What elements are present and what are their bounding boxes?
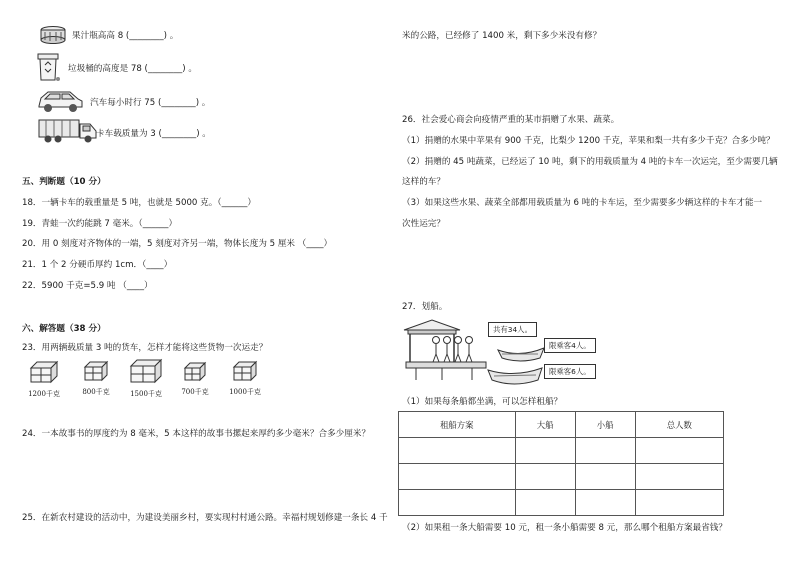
cargo-weight-label: 800千克	[82, 388, 110, 396]
cargo-box-icon	[129, 358, 163, 384]
rental-plan-table	[398, 411, 724, 516]
cargo-weight-label: 1000千克	[229, 388, 261, 396]
question-25: 25．在新农村建设的活动中，为建设美丽乡村，要实现村村通公路。幸福村规划修建一条长 4 千	[22, 513, 388, 523]
section-5-title: 五、判断题（10 分）	[22, 177, 106, 187]
question-18: 18．一辆卡车的载重量是 5 吨，也就是 5000 克。（______）	[22, 198, 256, 208]
cargo-weight-label: 1200千克	[28, 390, 60, 398]
speech-bubble-big-boat: 限乘客4人。	[544, 338, 596, 353]
car-icon	[36, 88, 84, 117]
question-26-part-3-line-1: （3）如果这些水果、蔬菜全部都用载质量为 6 吨的卡车运，至少需要多少辆这样的卡车才能一	[402, 198, 763, 208]
table-cell[interactable]	[575, 438, 635, 464]
juice-bottle-icon	[40, 26, 66, 47]
unit-item-juice: 果汁瓶高高 8 (________) 。	[72, 31, 179, 41]
cargo-weight-label: 1500千克	[130, 390, 162, 398]
question-25-continued: 米的公路，已经修了 1400 米，剩下多少米没有修？	[402, 31, 602, 41]
table-cell[interactable]	[515, 438, 575, 464]
question-26-part-3-line-2: 次性运完？	[402, 219, 445, 229]
question-26-part-2-line-1: （2）捐赠的 45 吨蔬菜，已经运了 10 吨，剩下的用载质量为 4 吨的卡车一次运完，至少需要几辆	[402, 157, 778, 167]
question-27-part-2: （2）如果租一条大船需要 10 元，租一条小船需要 8 元，那么哪个租船方案最省钱？	[402, 523, 727, 533]
column-header-small-boat: 小船	[575, 412, 635, 438]
table-cell[interactable]	[635, 490, 723, 516]
table-cell[interactable]	[635, 464, 723, 490]
trash-can-icon	[36, 52, 62, 85]
question-23: 23．用两辆载质量 3 吨的货车，怎样才能将这些货物一次运走？	[22, 343, 268, 353]
cargo-box-icon	[29, 360, 59, 384]
table-header-row	[399, 412, 724, 438]
cargo-weight-label: 700千克	[181, 388, 209, 396]
speech-bubble-small-boat: 限乘客6人。	[544, 364, 596, 379]
unit-item-car: 汽车每小时行 75 (________) 。	[90, 98, 211, 108]
column-header-total-people: 总人数	[635, 412, 723, 438]
question-21: 21．1 个 2 分硬币厚约 1cm．（____）	[22, 260, 173, 270]
table-cell[interactable]	[515, 490, 575, 516]
column-header-plan: 租船方案	[399, 412, 516, 438]
table-cell[interactable]	[399, 438, 516, 464]
cargo-box-4	[178, 361, 212, 397]
cargo-box-icon	[232, 360, 258, 382]
question-20: 20．用 0 刻度对齐物体的一端，5 刻度对齐另一端，物体长度为 5 厘米 （____）	[22, 239, 333, 249]
cargo-box-icon	[83, 360, 109, 382]
table-cell[interactable]	[635, 438, 723, 464]
question-26-part-1: （1）捐赠的水果中苹果有 900 千克，比梨少 1200 千克，苹果和梨一共有多少千克？合多少吨？	[402, 136, 775, 146]
unit-item-trash-can: 垃圾桶的高度是 78 (________) 。	[68, 64, 197, 74]
table-cell[interactable]	[575, 464, 635, 490]
truck-icon	[38, 118, 98, 147]
table-cell[interactable]	[399, 490, 516, 516]
table-cell[interactable]	[515, 464, 575, 490]
table-cell[interactable]	[399, 464, 516, 490]
table-row	[399, 438, 724, 464]
question-24: 24．一本故事书的厚度约为 8 毫米，5 本这样的故事书摞起来厚约多少毫米？合多少厘米？	[22, 429, 371, 439]
table-row	[399, 464, 724, 490]
question-19: 19．青蛙一次约能跳 7 毫米。（______）	[22, 219, 178, 229]
table-cell[interactable]	[575, 490, 635, 516]
column-header-big-boat: 大船	[515, 412, 575, 438]
question-26-part-2-line-2: 这样的车？	[402, 177, 445, 187]
speech-bubble-total: 共有34人。	[488, 322, 537, 337]
cargo-box-5	[226, 360, 264, 397]
cargo-box-1	[24, 360, 64, 399]
question-26: 26．社会爱心商会向疫情严重的某市捐赠了水果、蔬菜。	[402, 115, 620, 125]
table-row	[399, 490, 724, 516]
cargo-box-icon	[183, 361, 207, 382]
unit-item-truck: 卡车载质量为 3 (________) 。	[96, 129, 211, 139]
question-22: 22．5900 千克=5.9 吨 （____）	[22, 281, 153, 291]
cargo-box-2	[78, 360, 114, 397]
cargo-box-3	[124, 358, 168, 399]
question-27: 27．划船。	[402, 302, 448, 312]
section-6-title: 六、解答题（38 分）	[22, 324, 106, 334]
question-27-part-1: （1）如果每条船都坐满，可以怎样租船？	[402, 397, 563, 407]
